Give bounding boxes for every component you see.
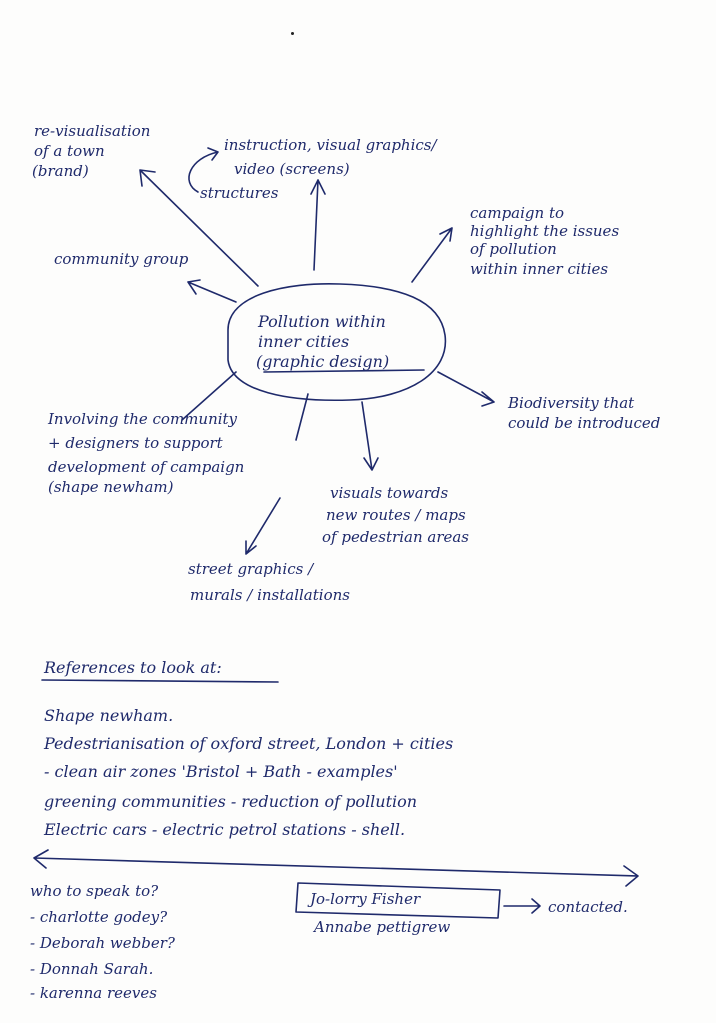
arrow-visuals xyxy=(362,402,378,470)
instruction-line-1: instruction, visual graphics/ xyxy=(224,136,437,154)
arrow-biodiversity xyxy=(438,372,494,406)
divider-arrow xyxy=(34,850,638,886)
campaign-line-4: within inner cities xyxy=(470,260,609,278)
campaign-line-3: of pollution xyxy=(470,240,557,258)
rebrand-line-3: (brand) xyxy=(32,162,89,180)
references-heading: References to look at: xyxy=(44,658,222,677)
contact-person-1: - charlotte godey? xyxy=(30,908,168,926)
arrow-community xyxy=(188,280,236,302)
biodiversity-line-2: could be introduced xyxy=(508,414,661,432)
instruction-line-2: video (screens) xyxy=(234,160,350,178)
center-line-1: Pollution within xyxy=(258,312,386,331)
arrow-contacted xyxy=(504,899,540,913)
ink-dot xyxy=(291,32,294,35)
reference-item-1: Shape newham. xyxy=(44,706,174,725)
contact-person-3: - Donnah Sarah. xyxy=(30,960,154,978)
biodiversity-line-1: Biodiversity that xyxy=(508,394,635,412)
other-contact-name: Annabe pettigrew xyxy=(314,918,451,936)
visuals-line-3: of pedestrian areas xyxy=(322,528,470,546)
campaign-line-2: highlight the issues xyxy=(470,222,620,240)
campaign-line-1: campaign to xyxy=(470,204,564,222)
involving-line-3: development of campaign xyxy=(48,458,245,476)
involving-line-1: Involving the community xyxy=(48,410,238,428)
arrow-campaign xyxy=(412,228,452,282)
street-line-1: street graphics / xyxy=(188,560,314,578)
rebrand-line-1: re-visualisation xyxy=(34,122,151,140)
contacted-note: contacted. xyxy=(548,898,628,916)
reference-item-4: greening communities - reduction of pollution xyxy=(44,792,418,811)
contacts-heading: who to speak to? xyxy=(30,882,159,900)
visuals-line-2: new routes / maps xyxy=(326,506,466,524)
reference-item-5: Electric cars - electric petrol stations - shell. xyxy=(44,820,406,839)
contact-person-4: - karenna reeves xyxy=(30,984,157,1002)
instruction-line-3: structures xyxy=(200,184,279,202)
rebrand-line-2: of a town xyxy=(34,142,105,160)
reference-item-3: - clean air zones 'Bristol + Bath - examples' xyxy=(44,762,398,781)
involving-line-2: + designers to support xyxy=(48,434,223,452)
arrow-street xyxy=(246,498,280,554)
contact-person-2: - Deborah webber? xyxy=(30,934,175,952)
center-line-2: inner cities xyxy=(258,332,350,351)
connector-involving xyxy=(296,394,308,440)
reference-item-2: Pedestrianisation of oxford street, London + cities xyxy=(44,734,454,753)
street-line-2: murals / installations xyxy=(190,586,350,604)
boxed-contact-name: Jo-lorry Fisher xyxy=(310,890,421,908)
arrow-instruction xyxy=(311,180,325,270)
center-line-3: (graphic design) xyxy=(256,352,390,371)
community-group-label: community group xyxy=(54,250,189,268)
visuals-line-1: visuals towards xyxy=(330,484,449,502)
references-underline xyxy=(42,680,278,682)
involving-line-4: (shape newham) xyxy=(48,478,174,496)
